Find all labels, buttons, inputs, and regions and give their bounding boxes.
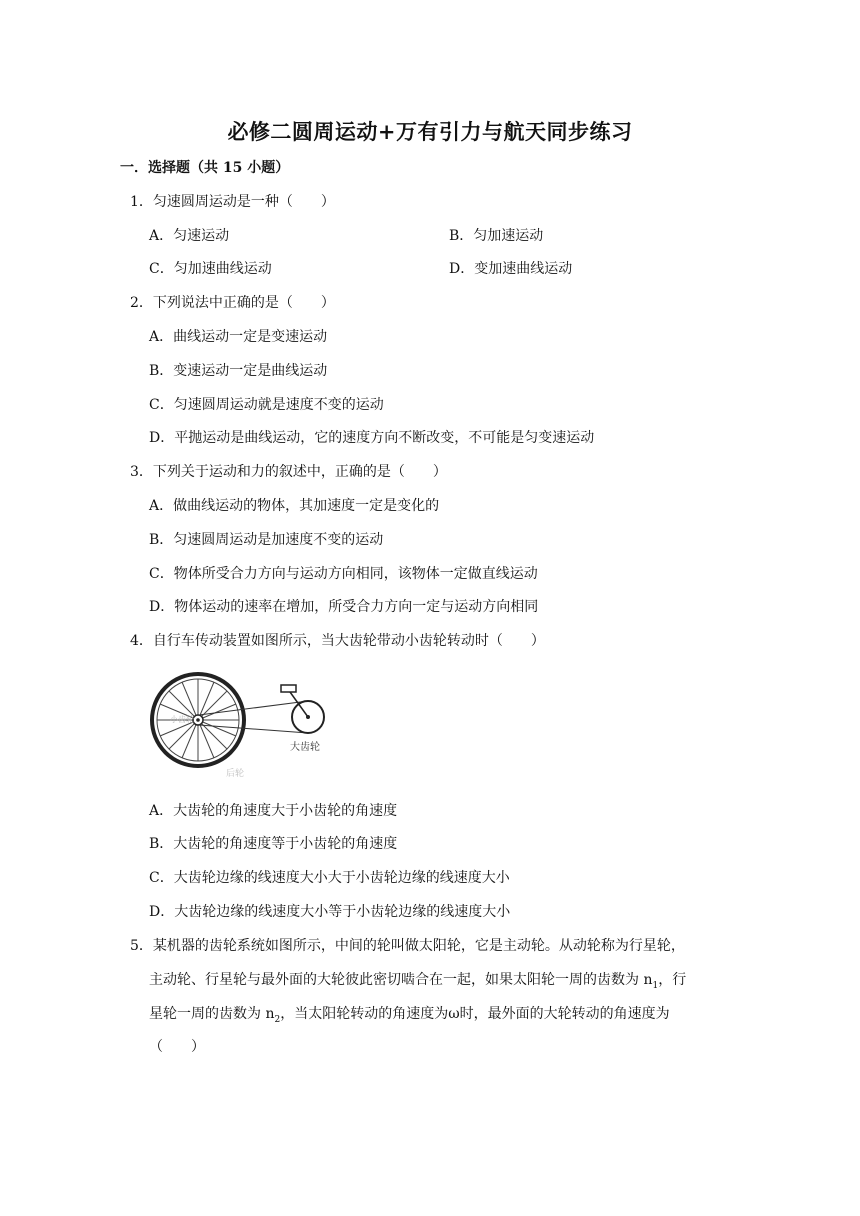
question-5-line-3: 星轮一周的齿数为 $n_2$，当太阳轮转动的角速度为ω时，最外面的大轮转动的角速度为 [149,1006,670,1025]
question-1-option-a: A．匀速运动 [149,228,230,244]
question-3-option-a: A．做曲线运动的物体，其加速度一定是变化的 [149,498,440,514]
question-1-option-c: C．匀加速曲线运动 [149,261,272,277]
question-2-option-d: D．平抛运动是曲线运动，它的速度方向不断改变，不可能是匀变速运动 [149,430,595,446]
question-2-option-b: B．变速运动一定是曲线运动 [149,363,328,379]
label-small-sprocket: 小齿轮 [170,715,194,724]
question-3-stem: 3．下列关于运动和力的叙述中，正确的是（ ） [130,464,447,480]
question-5-line-4: （ ） [149,1039,205,1055]
question-3-option-d: D．物体运动的速率在增加，所受合力方向一定与运动方向相同 [149,599,539,615]
bicycle-transmission-figure [150,668,340,786]
question-4-option-b: B．大齿轮的角速度等于小齿轮的角速度 [149,836,398,852]
question-4-option-c: C．大齿轮边缘的线速度大小大于小齿轮边缘的线速度大小 [149,870,510,886]
section-heading: 一．选择题（共 15 小题） [120,160,290,176]
question-1-stem: 1．匀速圆周运动是一种（ ） [130,194,335,210]
label-rear-wheel: 后轮 [226,769,245,779]
question-5-line-1: 5．某机器的齿轮系统如图所示，中间的轮叫做太阳轮，它是主动轮。从动轮称为行星轮， [130,938,685,954]
question-1-option-b: B．匀加速运动 [449,228,544,244]
label-big-sprocket: 大齿轮 [290,742,320,753]
question-3-option-c: C．物体所受合力方向与运动方向相同，该物体一定做直线运动 [149,566,538,582]
question-1-option-d: D．变加速曲线运动 [449,261,573,277]
question-4-stem: 4．自行车传动装置如图所示，当大齿轮带动小齿轮转动时（ ） [130,633,545,649]
page-title: 必修二圆周运动+万有引力与航天同步练习 [227,119,633,144]
question-4-option-a: A．大齿轮的角速度大于小齿轮的角速度 [149,803,398,819]
question-4-option-d: D．大齿轮边缘的线速度大小等于小齿轮边缘的线速度大小 [149,904,511,920]
question-2-option-a: A．曲线运动一定是变速运动 [149,329,328,345]
question-3-option-b: B．匀速圆周运动是加速度不变的运动 [149,532,384,548]
question-2-option-c: C．匀速圆周运动就是速度不变的运动 [149,397,384,413]
question-5-line-2: 主动轮、行星轮与最外面的大轮彼此密切啮合在一起，如果太阳轮一周的齿数为 $n_1$，行 [149,972,687,991]
question-2-stem: 2．下列说法中正确的是（ ） [130,295,335,311]
